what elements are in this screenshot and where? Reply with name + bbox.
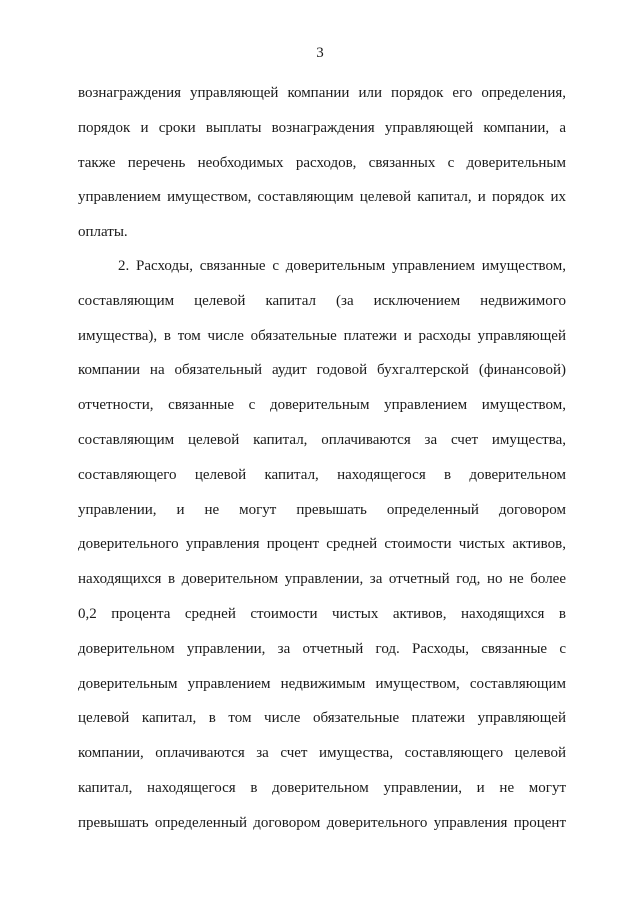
paragraph-1 xyxy=(78,76,566,250)
paragraph-line: составляющим целевой капитал (за исключением недвижимого xyxy=(78,292,566,309)
paragraph-line: управлением имуществом, составляющим целевой капитал, и порядок их xyxy=(78,189,566,206)
paragraph-line: порядок и сроки выплаты вознаграждения управляющей компании, а xyxy=(78,119,566,136)
paragraph-line: превышать определенный договором доверительного управления процент xyxy=(78,814,566,831)
paragraph-line: капитал, находящегося в доверительном управлении, и не могут xyxy=(78,779,566,796)
paragraph-line: вознаграждения управляющей компании или порядок его определения, xyxy=(78,85,566,101)
paragraph-2 xyxy=(78,249,566,841)
paragraph-line: доверительного управления процент средней стоимости чистых активов, xyxy=(78,536,566,553)
paragraph-line: также перечень необходимых расходов, связанных с доверительным xyxy=(78,154,566,171)
paragraph-line: составляющего целевой капитал, находящегося в доверительном xyxy=(78,466,566,483)
paragraph-line: компании, оплачиваются за счет имущества, составляющего целевой xyxy=(78,745,566,762)
page-number: 3 xyxy=(316,45,324,61)
paragraph-line: компании на обязательный аудит годовой бухгалтерской (финансовой) xyxy=(78,362,566,379)
paragraph-line: управлении, и не могут превышать определенный договором xyxy=(78,501,566,518)
paragraph-line: 0,2 процента средней стоимости чистых активов, находящихся в xyxy=(78,605,566,622)
paragraph-line: имущества), в том числе обязательные платежи и расходы управляющей xyxy=(78,327,566,344)
paragraph-line: целевой капитал, в том числе обязательные платежи управляющей xyxy=(78,710,566,727)
paragraph-line: доверительным управлением недвижимым имуществом, составляющим xyxy=(78,675,566,692)
paragraph-line: отчетности, связанные с доверительным управлением имуществом, xyxy=(78,397,566,414)
paragraph-line: находящихся в доверительном управлении, за отчетный год, но не более xyxy=(78,571,566,588)
paragraph-line: 2. Расходы, связанные с доверительным управлением имуществом, xyxy=(118,258,566,274)
paragraph-line: оплаты. xyxy=(78,224,128,241)
paragraph-line: доверительном управлении, за отчетный год. Расходы, связанные с xyxy=(78,640,566,657)
paragraph-line: составляющим целевой капитал, оплачиваются за счет имущества, xyxy=(78,431,566,448)
